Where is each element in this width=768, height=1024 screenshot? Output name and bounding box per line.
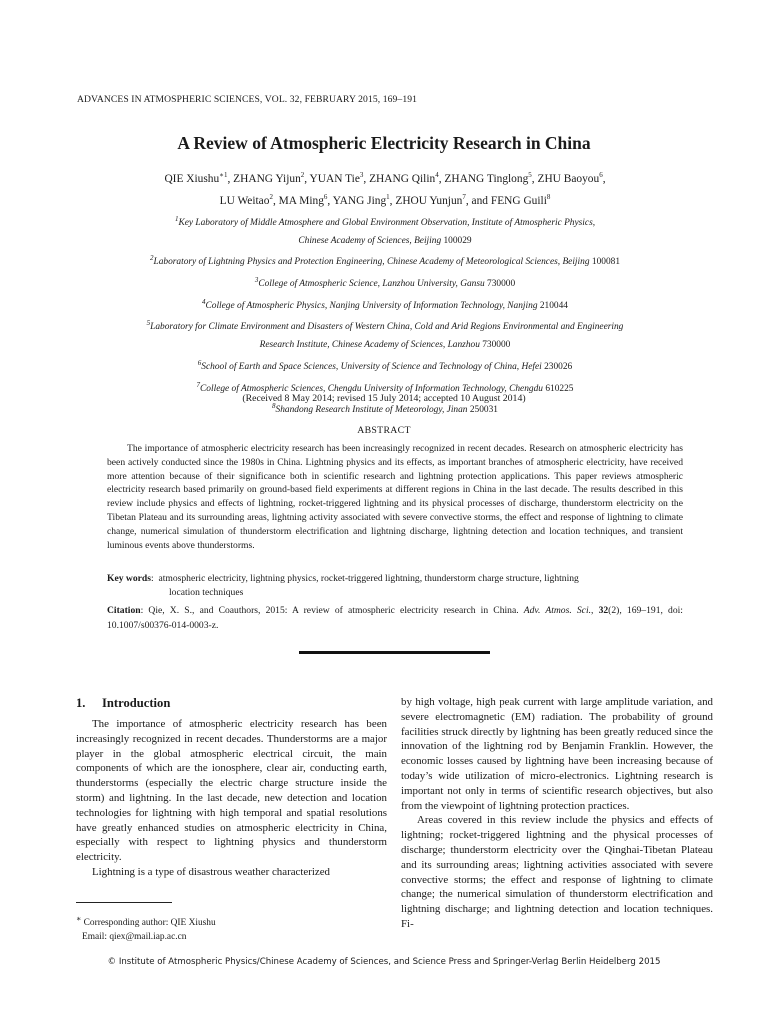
author: YUAN Tie xyxy=(309,172,360,185)
authors-and: and xyxy=(471,194,488,207)
author-sup: 3 xyxy=(359,171,364,179)
footnote xyxy=(76,912,216,944)
author-sup: 2 xyxy=(269,192,273,201)
affiliation-sup: 3 xyxy=(254,276,259,285)
author: LU Weitao xyxy=(219,194,270,207)
author: FENG Guili xyxy=(490,194,547,207)
abstract-body: The importance of atmospheric electricity research has been increasingly recognized in recent decades. Research on atmospheric electricity has been actively conducted since the 1980s in China. Lightning physics and its effects, as important branches of atmospheric electricity, have received more attention because of their significance both in scientific research and lightning protection applications. This paper reviews atmospheric electricity research based primarily on ground-based field experiments at different regions in China in the last decade. The results described in this review include physics and effects of lightning, rocket-triggered lightning and its physical processes of discharge, thunderstorm electricity on the Tibetan Plateau and its surrounding areas, lightning activity associated with severe convective storms, the effect and response of lightning to climate change, numerical simulation of thunderstorm electrification and lightning discharge, lightning detection and location techniques, and transient luminous events above thunderstorms. xyxy=(107,443,683,551)
affiliation-text: College of Atmospheric Sciences, Chengdu University of Information Technology, Chengdu xyxy=(200,383,543,394)
right-column xyxy=(401,695,713,932)
postal-code: 230026 xyxy=(544,361,573,372)
keywords: Key words: atmospheric electricity, lightning physics, rocket-triggered lightning, thunderstorm charge structure, lightning location techniques xyxy=(107,572,683,600)
affiliation-1 xyxy=(90,211,680,233)
body-paragraph: The importance of atmospheric electricity research has been increasingly recognized in recent decades. Thunderstorms are a major player in the global atmospheric electrical circuit, the main components of which are the ionosphere, clear air, conducting earth, thunderstorms (especially the electric charge structure inside the storm) and lightning. In the last decade, new detection and location technologies for lightning with high temporal and spatial resolutions have greatly enhanced studies on atmospheric electricity in China, especially with respect to lightning physics and thunderstorm electricity. xyxy=(76,718,387,864)
affiliation-5 xyxy=(90,315,680,337)
citation-text: Qie, X. S., and Coauthors, 2015: A review of atmospheric electricity research in China. xyxy=(148,605,519,616)
footnote-email: Email: qiex@mail.iap.ac.cn xyxy=(82,932,187,943)
body-paragraph: Lightning is a type of disastrous weather characterized xyxy=(92,865,330,878)
author-sup: 4 xyxy=(435,171,439,179)
footnote-text: Corresponding author: QIE Xiushu xyxy=(83,918,216,929)
keywords-line-2: location techniques xyxy=(169,586,244,598)
citation: Citation: Qie, X. S., and Coauthors, 2015: A review of atmospheric electricity research in China. Adv. Atmos. Sci., 32(2), 169–191, doi: 10.1007/s00376-014-0003-z. xyxy=(107,605,683,632)
author: ZHANG Tinglong xyxy=(444,172,529,185)
author-sup: 1 xyxy=(386,192,390,201)
affiliation-6 xyxy=(90,355,680,377)
affiliation-sup: 8 xyxy=(272,402,276,411)
affiliation-sup: 5 xyxy=(146,319,151,328)
affiliation-list xyxy=(90,211,680,420)
postal-code: 250031 xyxy=(469,405,498,416)
keywords-line-1: atmospheric electricity, lightning physics, rocket-triggered lightning, thunderstorm charge structure, lightning xyxy=(158,573,579,584)
author-list: QIE Xiushu$^{∗1}$, ZHANG Yijun$^2$, YUAN Tie$^3$, ZHANG Qilin$^4$, ZHANG Tinglong$^5$, ZHU Baoyou$^6$, LU Weitao$^2$, MA Ming$^6$, YANG Jing$^1$, ZHOU Yunjun$^7$, and FENG Guili$^8$ xyxy=(164,171,606,207)
author-sup: 6 xyxy=(599,171,603,179)
affiliation-sup: 4 xyxy=(202,297,206,306)
keywords-label: Key words xyxy=(107,573,151,584)
affiliation-2 xyxy=(90,250,680,272)
author-sup: 7 xyxy=(462,192,466,201)
affiliation-sup: 7 xyxy=(196,380,201,389)
postal-code: 730000 xyxy=(482,340,511,351)
received-dates: (Received 8 May 2014; revised 15 July 2014; accepted 10 August 2014) xyxy=(242,393,526,404)
postal-code: 610225 xyxy=(545,383,574,394)
citation-label: Citation xyxy=(107,605,141,616)
author-sup: ∗1 xyxy=(219,171,228,179)
affiliation-text: Laboratory of Lightning Physics and Protection Engineering, Chinese Academy of Meteorological Sciences, Beijing xyxy=(153,257,590,268)
affiliation-sup: 1 xyxy=(174,215,179,223)
section-number: 1. xyxy=(76,696,86,710)
affiliation-sup: 2 xyxy=(149,254,154,263)
footnote-mark: ∗ xyxy=(76,914,82,923)
affiliation-text: Key Laboratory of Middle Atmosphere and Global Environment Observation, Institute of Atmospheric Physics, xyxy=(178,218,596,229)
author-sup: 2 xyxy=(300,171,305,179)
section-heading xyxy=(76,695,387,711)
footnote-rule xyxy=(76,902,172,903)
affiliation-sup: 6 xyxy=(197,358,202,367)
affiliation-1-cont xyxy=(90,233,680,251)
affiliation-text: Research Institute, Chinese Academy of Sciences, Lanzhou xyxy=(259,340,480,351)
affiliation-text: College of Atmospheric Science, Lanzhou University, Gansu xyxy=(258,279,485,290)
journal-header: ADVANCES IN ATMOSPHERIC SCIENCES, VOL. 32, FEBRUARY 2015, 169–191 xyxy=(77,94,418,105)
author: YANG Jing xyxy=(332,194,387,207)
body-paragraph: by high voltage, high peak current with large amplitude variation, and severe electromagnetic (EM) radiation. The probability of ground facilities struck directly by lightning has been greatly reduced since the innovation of the lightning rod by Benjamin Franklin. However, the economic losses caused by lightning have been increasing because of today’s wide utilization of micro-electronics. Lightning research is important not only in terms of scientific research objectives, but also from the viewpoint of lightning protection practices. xyxy=(401,696,713,812)
author-sup: 6 xyxy=(323,192,328,201)
footnote-author xyxy=(76,912,216,930)
author: QIE Xiushu xyxy=(164,172,220,185)
copyright-footer: © Institute of Atmospheric Physics/Chinese Academy of Sciences, and Science Press and Springer-Verlag Berlin Heidelberg 2015 xyxy=(107,957,661,967)
postal-code: 730000 xyxy=(487,279,516,290)
affiliation-text: Shandong Research Institute of Meteorology, Jinan xyxy=(275,405,468,416)
citation-volume: 32 xyxy=(598,605,609,616)
postal-code: 100029 xyxy=(443,235,472,246)
affiliation-text: Chinese Academy of Sciences, Beijing xyxy=(298,235,442,246)
author: MA Ming xyxy=(278,194,324,207)
affiliation-3 xyxy=(90,272,680,294)
left-column xyxy=(76,695,387,880)
paper-title: A Review of Atmospheric Electricity Research in China xyxy=(177,133,591,153)
affiliation-text: School of Earth and Space Sciences, University of Science and Technology of China, Hefei xyxy=(201,361,542,372)
postal-code: 210044 xyxy=(539,300,568,311)
citation-doi: (2), 169–191, doi: 10.1007/s00376-014-0003-z. xyxy=(107,605,683,632)
affiliation-5-cont xyxy=(90,337,680,355)
section-title: Introduction xyxy=(102,696,171,710)
body-paragraph: Areas covered in this review include the physics and effects of lightning; rocket-triggered lightning and the physical processes of discharge; thunderstorm electricity over the Qinghai-Tibetan Plateau and its surrounding areas; lightning activities associated with severe convective storms; the effect and response of lightning to climate change; the numerical simulation of thunderstorm electrification and lightning discharge; and lightning detection and location techniques. Fi- xyxy=(401,814,713,930)
author: ZHU Baoyou xyxy=(537,172,600,185)
author: ZHANG Yijun xyxy=(233,172,301,185)
postal-code: 100081 xyxy=(591,257,620,268)
author-sup: 5 xyxy=(528,171,532,179)
author: ZHANG Qilin xyxy=(369,172,436,185)
author-sup: 8 xyxy=(546,192,551,201)
abstract-heading: ABSTRACT xyxy=(357,425,411,436)
affiliation-text: Laboratory for Climate Environment and Disasters of Western China, Cold and Arid Regions Environmental and Engineering xyxy=(150,322,624,333)
affiliation-4 xyxy=(90,294,680,316)
section-divider xyxy=(299,651,490,654)
affiliation-text: College of Atmospheric Physics, Nanjing University of Information Technology, Nanjing xyxy=(205,300,538,311)
citation-journal: Adv. Atmos. Sci. xyxy=(523,605,592,616)
author: ZHOU Yunjun xyxy=(395,194,463,207)
